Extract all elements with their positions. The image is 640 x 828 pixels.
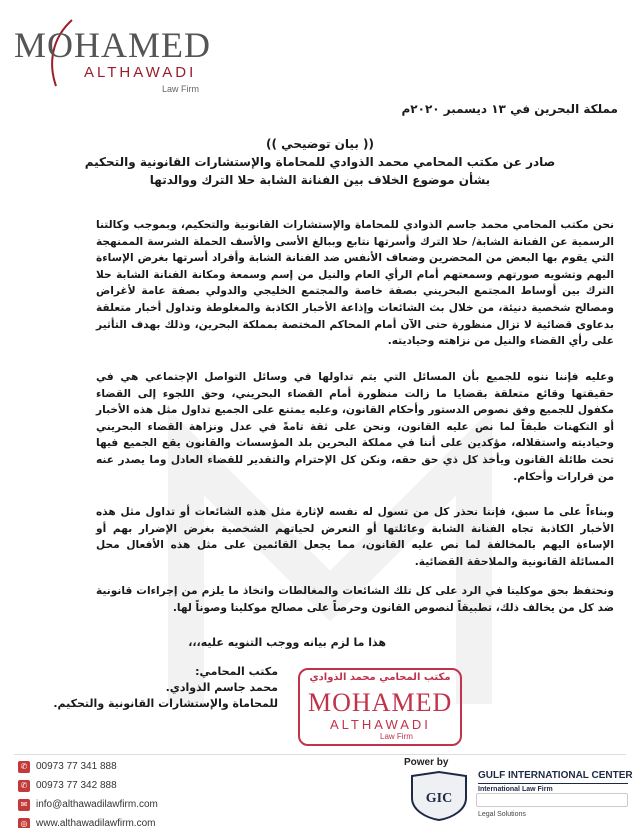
stamp-top-text: مكتب المحامي محمد الذوادي [309, 672, 451, 683]
contact-phone-1 [18, 758, 218, 775]
partner-name: GULF INTERNATIONAL CENTER [478, 770, 633, 781]
statement-title: (( بيان توضيحي )) [266, 137, 374, 151]
partner-legal: Legal Solutions [478, 811, 526, 818]
contact-text: 00973 77 342 888 [36, 780, 117, 791]
gic-badge-text: GIC [425, 791, 453, 806]
partner-box [476, 793, 628, 807]
contact-website[interactable] [18, 815, 218, 828]
contact-text: 00973 77 341 888 [36, 761, 117, 772]
letter-date: مملكة البحرين في ١٣ ديسمبر ٢٠٢٠م [401, 102, 618, 116]
partner-rule [478, 783, 628, 784]
paragraph-2: وعليه فإننا ننوه للجميع بأن المسائل التي يتم تداولها في وسائل التواصل الإجتماعي هي في حقيقتها وقائع متعلقة بقضايا ما زالت منظورة أمام القضاء البحريني، وحق اللجوء إلى القضاء مكفول للجميع وفق نصوص الدستور وأحكام القانون، وعليه يمتنع على الجميع تداول مثل هذه الأخبار أو التكهنات طبقاً لما نص عليه القانون، ونحن على ثقة تامةً في عدل ونزاهة القضاء البحريني وحياديته واستقلاله، مؤكدين على أننا في مملكة البحرين بلد المؤسسات والقانون يقع الجميع فيها تحت طائلة القانون ويأخذ كل ذي حق حقه، ونكن كل الإحترام والتقدير للقضاء العادل وما يصدر عنه من قرارات وأحكام. [96, 371, 614, 483]
contact-text[interactable]: info@althawadilawfirm.com [36, 799, 158, 810]
statement-issuer: صادر عن مكتب المحامي محمد الذوادي للمحاماة والإستشارات القانونية والتحكيم [84, 155, 556, 169]
statement-subject: بشأن موضوع الخلاف بين الفنانة الشابة حلا الترك ووالدتها [149, 173, 491, 187]
contact-list [18, 758, 218, 828]
powered-by-label: Power by [404, 757, 449, 768]
gic-badge-icon [408, 770, 470, 822]
office-stamp [298, 668, 462, 746]
paragraph-3: وبناءاً على ما سبق، فإننا نحذر كل من تسول له نفسه لإثارة مثل هذه الشائعات أو تداول مثل هذه الأخبار الكاذبة تجاه الفنانة الشابة وعائلتها أو التعرض لحياتهم الشخصية بغرض الإضرار بهم أو الإساءة اليهم بالمخالفة لما نص عليه القانون، مما يجعل القائمين على مثل هذه الأفعال محل المسائلة القانونية والملاحقة القضائية. [96, 506, 614, 568]
signature-firm: للمحاماة والإستشارات القانونية والتحكيم. [53, 697, 278, 710]
logo-main-text: MOHAMED [14, 25, 212, 65]
signature-name: محمد جاسم الذوادي. [165, 681, 278, 694]
partner-subtitle: International Law Firm [478, 786, 553, 793]
stamp-firm-text: Law Firm [380, 732, 413, 741]
stamp-sub-text: ALTHAWADI [330, 717, 431, 732]
contact-email[interactable] [18, 796, 218, 813]
email-icon: ✉ [18, 799, 30, 811]
phone-icon: ✆ [18, 780, 30, 792]
paragraph-1: نحن مكتب المحامي محمد جاسم الذوادي للمحاماة والإستشارات القانونية والتحكيم، وبموجب وكالتنا الرسمية عن الفنانة الشابة/ حلا الترك وأسرتها نتابع وببالغ الأسى والأسف الحملة الشرسة الممنهجة التي يقوم بها البعض من المحضرين وضعاف الأنفس ضد الفنانة الشابة وأفراد أسرتها بغرض الإساءة اليهم وتشويه صورتهم وسمعتهم أمام الرأي العام والنيل من إسم وسمعة ومكانة الفنانة الشابة حلا الترك بين أوساط المجتمع البحريني بصفة خاصة والمجتمع الخليجي والدولي بصفة عامة لأغراض ومصالح شخصية دنيئة، من خلال بث الشائعات وإذاعة الأخبار الكاذبة والمغلوطة وتداول أخبار متعلقة بدعاوى قضائية لا تزال منظورة حتى الآن أمام المحاكم المختصة بمملكة البحرين، وذلك بهدف التأثير على رأي القضاء والنيل من نزاهته وحياديته. [96, 219, 614, 348]
signature-block [18, 664, 278, 712]
signature-office: مكتب المحامي: [195, 665, 278, 678]
paragraph-4: ونحتفظ بحق موكلينا في الرد على كل تلك الشائعات والمغالطات واتخاذ ما يلزم من إجراءات قانونية ضد كل من يخالف ذلك، تطبيقاً لنصوص القانون وحرصاً على مصالح موكلينا وصوناً لها. [96, 585, 614, 614]
logo-sub-text: ALTHAWADI [84, 64, 197, 81]
contact-phone-2 [18, 777, 218, 794]
letterhead-logo [14, 18, 224, 94]
phone-icon: ✆ [18, 761, 30, 773]
logo-firm-text: Law Firm [162, 84, 200, 94]
stamp-name-text: MOHAMED [308, 688, 453, 717]
web-icon: ◎ [18, 818, 30, 828]
footer-divider [14, 754, 626, 755]
contact-text[interactable]: www.althawadilawfirm.com [36, 818, 156, 828]
closing-line: هذا ما لزم بيانه ووجب التنويه عليه،،، [188, 636, 386, 649]
